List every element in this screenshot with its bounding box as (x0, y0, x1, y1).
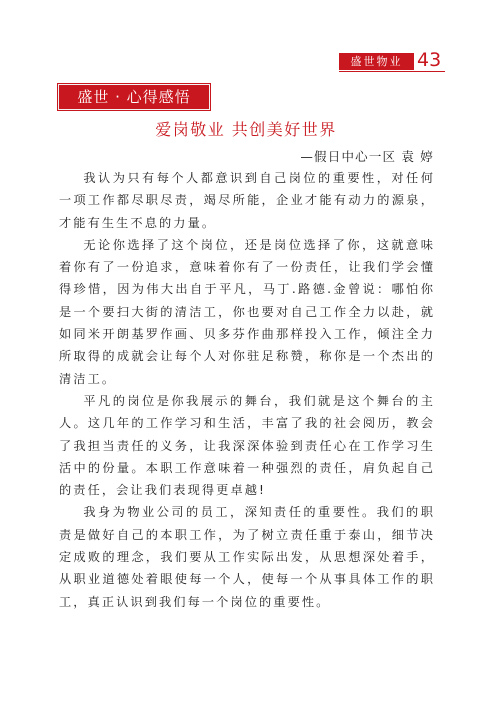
article-byline: —假日中心一区 袁 婷 (300, 149, 434, 164)
article-title: 爱岗敬业 共创美好世界 (155, 120, 337, 139)
section-badge (58, 84, 210, 110)
article-body (59, 167, 435, 613)
header-rule (339, 71, 445, 72)
paragraph-1: 我认为只有每个人都意识到自己岗位的重要性，对任何一项工作都尽职尽责，竭尽所能，企业才能有动力的源泉，才能有生生不息的力量。 (59, 171, 435, 230)
page-number: 43 (417, 49, 442, 71)
header-label: 盛世物业 (339, 53, 414, 70)
section-badge-text: 盛世 · 心得感悟 (77, 88, 191, 106)
paragraph-2: 无论你选择了这个岗位，还是岗位选择了你，这就意味着你有了一份追求，意味着你有了一份责任，让我们学会懂得珍惜，因为伟大出自于平凡，马丁.路德.金曾说：哪怕你是一个要扫大街的清洁工，你也要对自己工作全力以赴，就如同米开朗基罗作画、贝多芬作曲那样投入工作，倾注全力所取得的成就会让每个人对你驻足称赞，称你是一个杰出的清洁工。 (59, 237, 435, 386)
paragraph-3: 平凡的岗位是你我展示的舞台，我们就是这个舞台的主人。这几年的工作学习和生活，丰富了我的社会阅历，教会了我担当责任的义务，让我深深体验到责任心在工作学习生活中的份量。本职工作意味着一种强烈的责任，肩负起自己的责任，会让我们表现得更卓越! (59, 393, 435, 498)
paragraph-4: 我身为物业公司的员工，深知责任的重要性。我们的职责是做好自己的本职工作，为了树立责任重于泰山，细节决定成败的理念，我们要从工作实际出发，从思想深处着手，从职业道德处着眼使每一个人，使每一个从事具体工作的职工，真正认识到我们每一个岗位的重要性。 (59, 505, 435, 609)
